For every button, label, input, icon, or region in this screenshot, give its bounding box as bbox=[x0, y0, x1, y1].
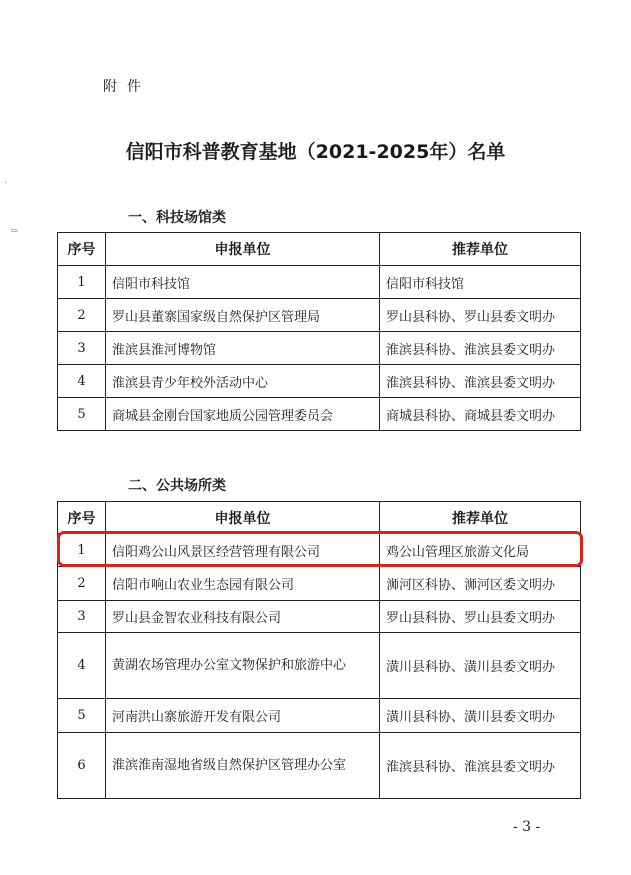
row-no: 3 bbox=[58, 601, 106, 633]
row-unit: 淮滨县淮河博物馆 bbox=[106, 332, 380, 365]
row-unit: 黄湖农场管理办公室文物保护和旅游中心 bbox=[106, 633, 380, 699]
header-recommender: 推荐单位 bbox=[380, 502, 581, 534]
table-row bbox=[58, 332, 581, 365]
margin-mark: = bbox=[10, 226, 19, 237]
header-no: 序号 bbox=[58, 502, 106, 534]
row-no: 5 bbox=[58, 699, 106, 733]
table-header-row bbox=[58, 233, 581, 266]
row-no: 4 bbox=[58, 365, 106, 398]
row-no: 5 bbox=[58, 398, 106, 431]
table-row bbox=[58, 733, 581, 799]
table-row bbox=[58, 365, 581, 398]
row-unit: 罗山县董寨国家级自然保护区管理局 bbox=[106, 299, 380, 332]
row-recommender: 信阳市科技馆 bbox=[380, 266, 581, 299]
row-recommender: 浉河区科协、浉河区委文明办 bbox=[380, 567, 581, 601]
row-no: 1 bbox=[58, 534, 106, 567]
row-unit: 信阳市响山农业生态园有限公司 bbox=[106, 567, 380, 601]
table-row bbox=[58, 266, 581, 299]
row-no: 1 bbox=[58, 266, 106, 299]
margin-mark: · bbox=[4, 178, 8, 189]
table-row bbox=[58, 601, 581, 633]
row-recommender: 鸡公山管理区旅游文化局 bbox=[380, 534, 581, 567]
row-unit: 淮滨淮南湿地省级自然保护区管理办公室 bbox=[106, 733, 380, 799]
header-unit: 申报单位 bbox=[106, 233, 380, 266]
table-header-row bbox=[58, 502, 581, 534]
table-row bbox=[58, 633, 581, 699]
row-recommender: 淮滨县科协、淮滨县委文明办 bbox=[380, 733, 581, 799]
highlight-box bbox=[57, 531, 583, 567]
row-recommender: 淮滨县科协、淮滨县委文明办 bbox=[380, 332, 581, 365]
table-row bbox=[58, 567, 581, 601]
header-recommender: 推荐单位 bbox=[380, 233, 581, 266]
row-unit: 信阳市科技馆 bbox=[106, 266, 380, 299]
header-no: 序号 bbox=[58, 233, 106, 266]
attachment-label: 附件 bbox=[103, 79, 151, 95]
row-recommender: 罗山县科协、罗山县委文明办 bbox=[380, 601, 581, 633]
document-title: 信阳市科普教育基地（2021-2025年）名单 bbox=[125, 141, 506, 163]
row-unit: 淮滨县青少年校外活动中心 bbox=[106, 365, 380, 398]
page-number: - 3 - bbox=[513, 819, 541, 835]
section-heading-public-places: 二、公共场所类 bbox=[128, 478, 226, 494]
row-no: 6 bbox=[58, 733, 106, 799]
row-no: 2 bbox=[58, 299, 106, 332]
row-recommender: 潢川县科协、潢川县委文明办 bbox=[380, 633, 581, 699]
science-venues-table bbox=[57, 232, 581, 431]
row-no: 4 bbox=[58, 633, 106, 699]
row-unit: 罗山县金智农业科技有限公司 bbox=[106, 601, 380, 633]
row-recommender: 罗山县科协、罗山县委文明办 bbox=[380, 299, 581, 332]
table-row bbox=[58, 299, 581, 332]
row-unit: 信阳鸡公山风景区经营管理有限公司 bbox=[106, 534, 380, 567]
row-unit: 河南洪山寨旅游开发有限公司 bbox=[106, 699, 380, 733]
row-no: 3 bbox=[58, 332, 106, 365]
table-row bbox=[58, 398, 581, 431]
header-unit: 申报单位 bbox=[106, 502, 380, 534]
row-no: 2 bbox=[58, 567, 106, 601]
row-unit: 商城县金刚台国家地质公园管理委员会 bbox=[106, 398, 380, 431]
row-recommender: 潢川县科协、潢川县委文明办 bbox=[380, 699, 581, 733]
table-row bbox=[58, 699, 581, 733]
section-heading-science-venues: 一、科技场馆类 bbox=[128, 210, 226, 226]
row-recommender: 商城县科协、商城县委文明办 bbox=[380, 398, 581, 431]
row-recommender: 淮滨县科协、淮滨县委文明办 bbox=[380, 365, 581, 398]
